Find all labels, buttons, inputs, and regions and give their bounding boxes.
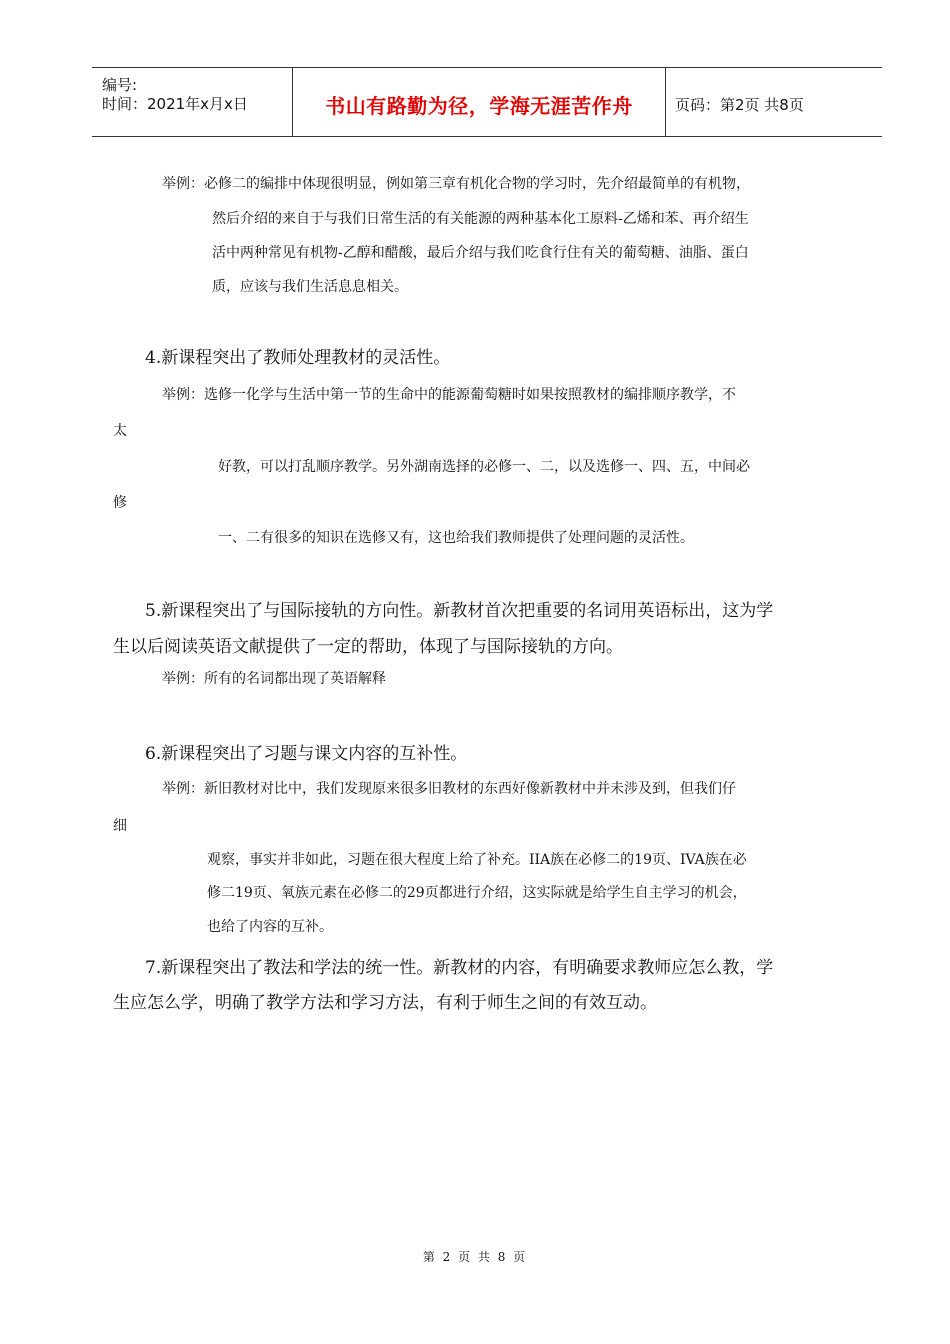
section-5-line-1: 5.新课程突出了与国际接轨的方向性。新教材首次把重要的名词用英语标出，这为学 — [145, 601, 774, 621]
page-footer: 第 2 页 共 8 页 — [422, 1250, 528, 1264]
example-6-line-4: 修二19页、氧族元素在必修二的29页都进行介绍，这实际就是给学生自主学习的机会， — [207, 885, 747, 901]
section-4-heading: 4.新课程突出了教师处理教材的灵活性。 — [145, 348, 451, 368]
header-page-label: 页码：第2页 共8页 — [675, 96, 804, 114]
document-time-label: 时间：2021年x月x日 — [102, 95, 248, 113]
section-7-line-2: 生应怎么学，明确了教学方法和学习方法，有利于师生之间的有效互动。 — [113, 993, 657, 1013]
example-4-line-4: 修 — [113, 495, 127, 511]
example-5-line-1: 举例：所有的名词都出现了英语解释 — [162, 671, 386, 687]
header-motto: 书山有路勤为径，学海无涯苦作舟 — [325, 94, 633, 118]
header-info-cell — [92, 68, 292, 136]
example-6-line-5: 也给了内容的互补。 — [207, 919, 333, 935]
example-6-line-3: 观察，事实并非如此，习题在很大程度上给了补充。IIA族在必修二的19页、IVA族在必 — [207, 852, 747, 868]
example-4-line-2: 太 — [113, 423, 127, 439]
section-7-line-1: 7.新课程突出了教法和学法的统一性。新教材的内容，有明确要求教师应怎么教，学 — [145, 958, 774, 978]
example-1-line-2: 然后介绍的来自于与我们日常生活的有关能源的两种基本化工原料-乙烯和苯、再介绍生 — [212, 211, 749, 227]
page-header — [92, 67, 882, 137]
example-1-line-1: 举例：必修二的编排中体现很明显，例如第三章有机化合物的学习时，先介绍最简单的有机物， — [162, 176, 750, 192]
header-motto-cell — [292, 68, 666, 136]
document-number-label: 编号: — [102, 76, 138, 94]
example-4-line-3: 好教，可以打乱顺序教学。另外湖南选择的必修一、二，以及选修一、四、五，中间必 — [218, 459, 750, 475]
example-1-line-4: 质，应该与我们生活息息相关。 — [212, 279, 408, 295]
example-6-line-1: 举例：新旧教材对比中，我们发现原来很多旧教材的东西好像新教材中并未涉及到，但我们仔 — [162, 781, 736, 797]
example-1-line-3: 活中两种常见有机物-乙醇和醋酸，最后介绍与我们吃食行住有关的葡萄糖、油脂、蛋白 — [212, 245, 749, 261]
example-4-line-5: 一、二有很多的知识在选修又有，这也给我们教师提供了处理问题的灵活性。 — [218, 530, 694, 546]
section-6-heading: 6.新课程突出了习题与课文内容的互补性。 — [145, 744, 468, 764]
section-5-line-2: 生以后阅读英语文献提供了一定的帮助，体现了与国际接轨的方向。 — [113, 637, 623, 657]
header-page-cell — [665, 68, 882, 136]
example-6-line-2: 细 — [113, 818, 127, 834]
example-4-line-1: 举例：选修一化学与生活中第一节的生命中的能源葡萄糖时如果按照教材的编排顺序教学，不 — [162, 387, 736, 403]
